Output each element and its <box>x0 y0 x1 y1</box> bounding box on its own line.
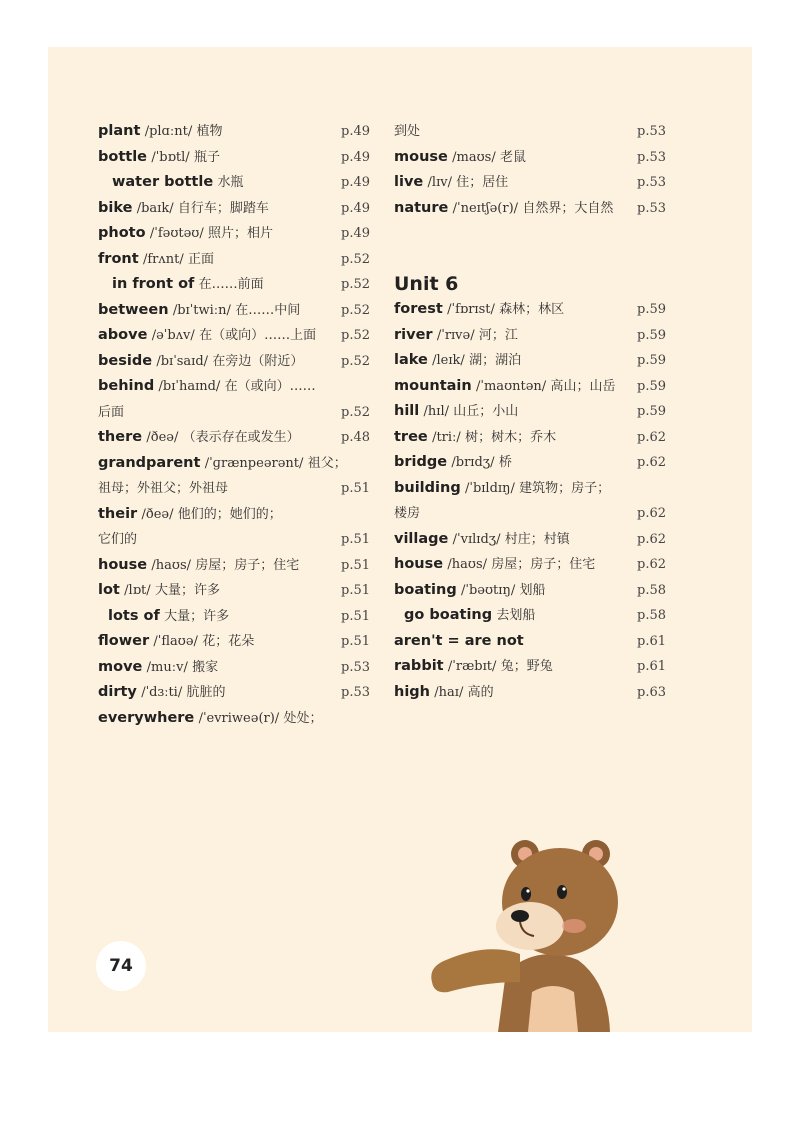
bear-nose <box>511 910 529 922</box>
vocab-page-ref: p.59 <box>637 302 666 317</box>
vocab-meaning: 后面 <box>98 404 125 420</box>
vocab-ipa: /ˈɡrænpeərənt/ <box>204 455 304 471</box>
vocab-word: lots of <box>108 607 160 624</box>
vocab-meaning: 在……中间 <box>235 302 301 318</box>
vocab-page-ref: p.49 <box>341 124 370 139</box>
vocab-meaning: 它们的 <box>98 532 138 547</box>
vocab-ipa: /ˈmaʊntən/ <box>476 378 547 394</box>
vocab-meaning: 在（或向）…… <box>224 379 316 394</box>
vocab-word: building <box>394 479 461 496</box>
vocab-page-ref: p.53 <box>341 659 370 675</box>
vocab-entry <box>98 221 370 247</box>
vocab-meaning: 村庄；村镇 <box>504 531 570 547</box>
vocab-ipa: /ˈbɒtl/ <box>151 149 190 165</box>
unit-title: Unit 6 <box>394 273 459 295</box>
vocab-entry <box>98 323 370 349</box>
vocab-meaning: 湖；湖泊 <box>469 353 522 368</box>
vocab-word: rabbit <box>394 658 444 674</box>
bear-muzzle <box>496 902 564 950</box>
vocab-page-ref: p.62 <box>637 531 666 547</box>
vocab-word: bike <box>98 199 133 216</box>
vocab-ipa: /ðeə/ <box>141 506 174 522</box>
vocab-ipa: /əˈbʌv/ <box>151 328 195 343</box>
vocab-ipa: /ˈflaʊə/ <box>153 634 198 649</box>
vocab-meaning: 在旁边（附近） <box>212 353 304 369</box>
vocab-word: photo <box>98 225 146 241</box>
vocab-page-ref: p.51 <box>341 634 370 649</box>
bear-eye-left <box>521 887 531 901</box>
vocab-word: lake <box>394 352 428 368</box>
vocab-word: village <box>394 530 449 547</box>
vocab-meaning: 花；花朵 <box>202 634 255 649</box>
vocab-word: flower <box>98 633 150 649</box>
vocab-entry <box>394 578 666 604</box>
vocab-word: go boating <box>404 607 493 623</box>
vocab-word: house <box>98 556 148 573</box>
vocab-ipa: /leɪk/ <box>432 353 465 368</box>
vocab-word: beside <box>98 352 153 369</box>
vocab-page-ref: p.58 <box>637 582 666 598</box>
vocab-entry <box>394 348 666 374</box>
vocab-page-ref: p.51 <box>341 557 370 573</box>
vocab-ipa: /haʊs/ <box>151 557 191 573</box>
vocab-ipa: /haɪ/ <box>434 684 464 700</box>
vocab-meaning: 河；江 <box>478 327 518 343</box>
vocab-ipa: /lɒt/ <box>124 583 151 598</box>
vocab-page-ref: p.49 <box>341 200 370 216</box>
vocab-page-ref: p.53 <box>637 124 666 139</box>
vocab-meaning: 建筑物；房子； <box>519 480 611 496</box>
vocab-meaning: 肮脏的 <box>186 685 226 700</box>
vocab-entry <box>394 399 666 425</box>
vocab-entry <box>98 578 370 604</box>
vocab-page-ref: p.61 <box>637 659 666 674</box>
vocab-ipa: /ˈbɪldɪŋ/ <box>465 480 515 496</box>
vocab-entry <box>394 297 666 323</box>
vocab-meaning: 自行车；脚踏车 <box>177 200 269 216</box>
vocab-entry <box>98 145 370 171</box>
vocab-ipa: /bɪˈsaɪd/ <box>156 353 209 369</box>
vocab-meaning: （表示存在或发生） <box>182 430 300 445</box>
vocab-word: above <box>98 327 148 343</box>
vocab-meaning: 房屋；房子；住宅 <box>195 557 300 573</box>
vocab-ipa: /ˈevriweə(r)/ <box>198 710 280 726</box>
vocab-entry <box>98 272 370 298</box>
vocab-word: river <box>394 326 433 343</box>
vocab-ipa: /muːv/ <box>146 659 188 675</box>
vocab-page-ref: p.53 <box>341 685 370 700</box>
vocab-page-ref: p.59 <box>637 404 666 419</box>
vocab-entry <box>394 196 666 222</box>
vocab-entry <box>98 400 370 426</box>
vocab-word: hill <box>394 403 420 419</box>
vocab-page-ref: p.59 <box>637 327 666 343</box>
vocab-page-ref: p.51 <box>341 532 370 547</box>
vocab-meaning: 山丘；小山 <box>453 404 519 419</box>
vocab-entry <box>394 552 666 578</box>
vocab-entry <box>394 501 666 527</box>
vocab-page-ref: p.49 <box>341 175 370 190</box>
vocab-page-ref: p.62 <box>637 429 666 445</box>
vocab-page-ref: p.52 <box>341 251 370 267</box>
vocab-page-ref: p.62 <box>637 557 666 572</box>
vocab-entry <box>98 451 370 477</box>
vocab-word: bottle <box>98 148 148 165</box>
vocab-ipa: /ˈbəʊtɪŋ/ <box>461 582 516 598</box>
vocab-ipa: /plɑːnt/ <box>144 124 193 139</box>
vocab-ipa: /hɪl/ <box>423 404 449 419</box>
vocab-page-ref: p.62 <box>637 506 666 521</box>
vocab-entry <box>394 603 666 629</box>
vocab-meaning: 他们的；她们的； <box>177 506 282 522</box>
vocab-page-ref: p.53 <box>637 175 666 190</box>
vocab-entry <box>98 247 370 273</box>
vocab-word: behind <box>98 378 155 394</box>
vocab-meaning: 住；居住 <box>456 175 509 190</box>
vocab-meaning: 老鼠 <box>500 149 527 165</box>
vocab-meaning: 房屋；房子；住宅 <box>491 557 596 572</box>
vocab-ipa: /ˈfəʊtəʊ/ <box>149 226 204 241</box>
vocab-meaning: 照片；相片 <box>208 226 274 241</box>
vocab-page-ref: p.51 <box>341 608 370 624</box>
bear-belly <box>528 986 578 1032</box>
vocab-word: lot <box>98 582 120 598</box>
vocab-word: house <box>394 556 444 572</box>
page-number: 74 <box>96 941 146 991</box>
vocab-page-ref: p.53 <box>637 149 666 165</box>
vocab-ipa: /ˈræbɪt/ <box>447 659 497 674</box>
vocab-word: between <box>98 301 169 318</box>
vocab-ipa: /ˈdɜːti/ <box>141 685 183 700</box>
vocab-page-ref: p.52 <box>341 302 370 318</box>
vocab-page-ref: p.48 <box>341 430 370 445</box>
vocab-page-ref: p.49 <box>341 226 370 241</box>
vocab-entry <box>98 349 370 375</box>
vocab-ipa: /ˈvɪlɪdʒ/ <box>452 531 501 547</box>
vocab-meaning: 划船 <box>519 582 546 598</box>
vocab-entry <box>98 476 370 502</box>
vocab-word: high <box>394 683 430 700</box>
vocab-word: bridge <box>394 454 448 470</box>
left-column <box>98 119 370 731</box>
vocab-meaning: 兔；野兔 <box>500 659 553 674</box>
vocab-meaning: 处处； <box>283 710 323 726</box>
vocab-word: in front of <box>112 276 195 292</box>
vocab-word: forest <box>394 301 443 317</box>
vocab-word: move <box>98 658 143 675</box>
vocab-entry <box>394 629 666 655</box>
vocab-entry <box>394 374 666 400</box>
vocab-ipa: /frʌnt/ <box>142 251 184 267</box>
vocab-meaning: 大量；许多 <box>164 608 230 624</box>
vocab-page-ref: p.49 <box>341 149 370 165</box>
vocab-entry <box>98 170 370 196</box>
vocab-ipa: /ˈneɪtʃə(r)/ <box>452 200 519 216</box>
vocab-ipa: /ˈfɒrɪst/ <box>447 302 495 317</box>
vocab-page-ref: p.61 <box>637 633 666 649</box>
vocab-ipa: /bɪˈtwiːn/ <box>172 302 231 318</box>
vocab-entry <box>98 680 370 706</box>
vocab-meaning: 大量；许多 <box>154 583 220 598</box>
vocab-page-ref: p.59 <box>637 378 666 394</box>
vocab-entry <box>98 374 370 400</box>
vocab-entry <box>394 323 666 349</box>
vocab-word: water bottle <box>112 174 214 190</box>
vocab-ipa: /ðeə/ <box>146 430 179 445</box>
vocab-entry <box>98 706 370 732</box>
vocab-meaning: 去划船 <box>496 608 536 623</box>
vocab-word: there <box>98 429 143 445</box>
vocab-page-ref: p.59 <box>637 353 666 368</box>
vocab-word: boating <box>394 581 457 598</box>
vocab-entry <box>394 450 666 476</box>
vocab-entry <box>394 119 666 145</box>
vocab-word: their <box>98 505 138 522</box>
vocab-ipa: /maʊs/ <box>452 149 496 165</box>
vocab-word: dirty <box>98 684 137 700</box>
vocab-page-ref: p.52 <box>341 404 370 420</box>
vocab-page-ref: p.51 <box>341 583 370 598</box>
vocab-page-ref: p.52 <box>341 277 370 292</box>
vocab-entry <box>98 553 370 579</box>
vocab-meaning: 森林；林区 <box>499 302 565 317</box>
vocab-entry <box>98 119 370 145</box>
vocab-entry <box>98 629 370 655</box>
vocab-entry <box>394 654 666 680</box>
vocab-meaning: 在（或向）……上面 <box>199 328 317 343</box>
vocab-meaning: 在……前面 <box>198 277 264 292</box>
vocab-entry <box>98 425 370 451</box>
vocab-meaning: 楼房 <box>394 506 421 521</box>
vocab-page-ref: p.62 <box>637 455 666 470</box>
vocab-entry <box>98 527 370 553</box>
vocab-entry <box>394 680 666 706</box>
vocab-word: grandparent <box>98 454 201 471</box>
vocab-meaning: 高山；山岳 <box>550 378 616 394</box>
vocab-entry <box>394 170 666 196</box>
vocab-page-ref: p.53 <box>637 200 666 216</box>
vocab-word: everywhere <box>98 709 195 726</box>
vocab-word: mountain <box>394 377 472 394</box>
vocab-ipa: /ˈrɪvə/ <box>436 327 475 343</box>
vocab-ipa: /lɪv/ <box>427 175 452 190</box>
vocab-meaning: 桥 <box>498 455 512 470</box>
vocab-page-ref: p.52 <box>341 353 370 369</box>
vocab-meaning: 到处 <box>394 124 421 139</box>
vocab-page-ref: p.51 <box>341 481 370 496</box>
vocab-entry <box>98 655 370 681</box>
vocab-entry <box>394 476 666 502</box>
vocab-word: live <box>394 174 424 190</box>
vocab-entry <box>394 145 666 171</box>
vocab-word: mouse <box>394 148 448 165</box>
vocab-page-ref: p.58 <box>637 608 666 623</box>
vocab-word: plant <box>98 123 141 139</box>
vocab-word: tree <box>394 428 428 445</box>
vocab-word: nature <box>394 199 449 216</box>
vocab-meaning: 高的 <box>467 684 494 700</box>
vocab-word: aren't = are not <box>394 632 524 649</box>
vocab-ipa: /bɪˈhaɪnd/ <box>158 379 221 394</box>
right-column <box>394 119 666 705</box>
vocab-word: front <box>98 250 139 267</box>
vocab-meaning: 祖父； <box>307 455 347 471</box>
vocab-meaning: 自然界；大自然 <box>522 200 614 216</box>
vocab-meaning: 搬家 <box>192 659 219 675</box>
vocab-meaning: 瓶子 <box>193 149 220 165</box>
vocab-ipa: /baɪk/ <box>136 200 174 216</box>
vocab-entry <box>98 604 370 630</box>
bear-illustration <box>428 832 646 1032</box>
vocab-meaning: 祖母；外祖父；外祖母 <box>98 481 229 496</box>
bear-eye-right <box>557 885 567 899</box>
vocab-ipa: /triː/ <box>432 429 461 445</box>
vocab-meaning: 植物 <box>196 124 223 139</box>
vocab-entry <box>394 425 666 451</box>
vocab-page-ref: p.63 <box>637 684 666 700</box>
vocab-meaning: 树；树木；乔木 <box>465 429 557 445</box>
vocab-entry <box>98 196 370 222</box>
vocab-entry <box>98 502 370 528</box>
vocab-meaning: 水瓶 <box>217 175 244 190</box>
vocab-entry <box>98 298 370 324</box>
vocab-meaning: 正面 <box>188 251 215 267</box>
vocab-ipa: /haʊs/ <box>447 557 487 572</box>
vocab-page-ref: p.52 <box>341 328 370 343</box>
vocab-entry <box>394 527 666 553</box>
vocab-ipa: /brɪdʒ/ <box>451 455 495 470</box>
